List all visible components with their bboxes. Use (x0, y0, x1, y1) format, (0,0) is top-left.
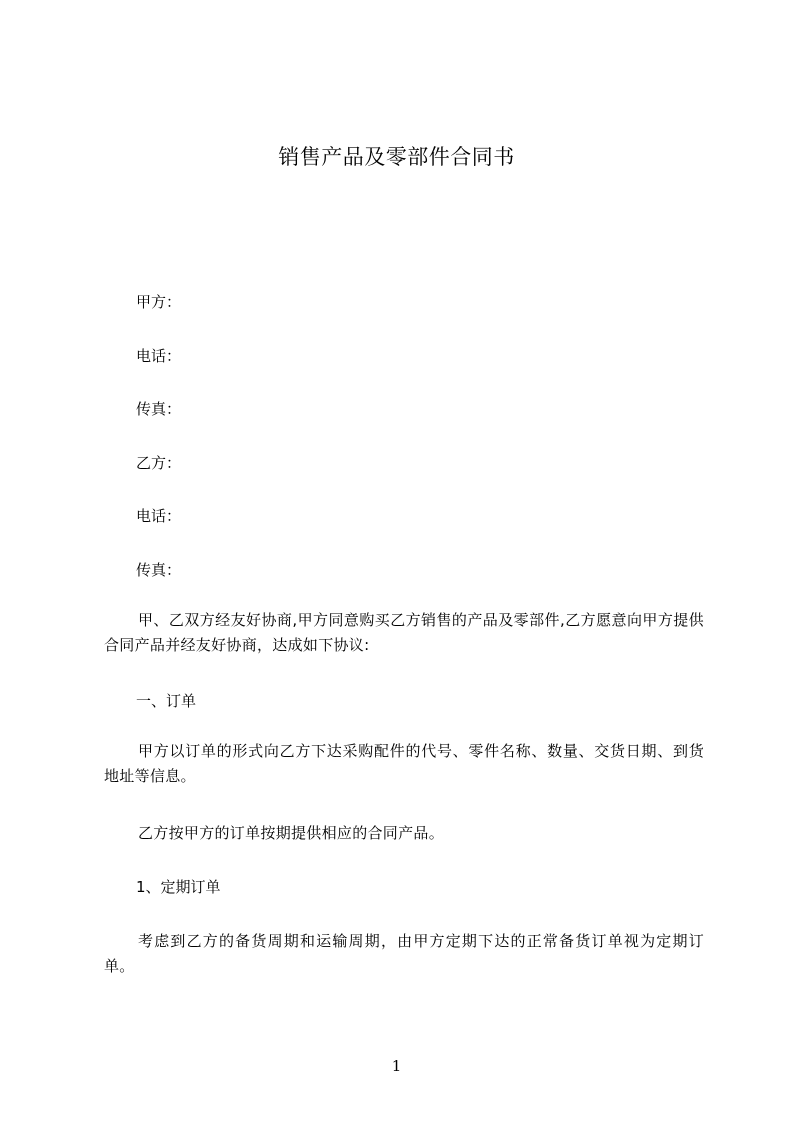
subsection-heading-regular-order: 1、定期订单 (136, 878, 221, 896)
section-heading-order: 一、订单 (136, 692, 197, 710)
intro-paragraph: 甲、乙双方经友好协商,甲方同意购买乙方销售的产品及零部件,乙方愿意向甲方提供合同产品并经友好协商，达成如下协议: (104, 611, 704, 654)
document-title: 销售产品及零部件合同书 (278, 145, 515, 169)
party-a-fax-label: 传真： (136, 400, 182, 418)
supply-paragraph: 乙方按甲方的订单按期提供相应的合同产品。 (138, 824, 445, 842)
regular-order-paragraph: 考虑到乙方的备货周期和运输周期，由甲方定期下达的正常备货订单视为定期订单。 (104, 932, 704, 975)
party-a-label: 甲方： (136, 293, 182, 311)
party-b-label: 乙方： (136, 454, 182, 472)
party-a-phone-label: 电话： (136, 347, 182, 365)
party-b-phone-label: 电话： (136, 507, 182, 525)
page-number: 1 (391, 1057, 402, 1075)
party-b-fax-label: 传真： (136, 561, 182, 579)
order-paragraph: 甲方以订单的形式向乙方下达采购配件的代号、零件名称、数量、交货日期、到货地址等信息。 (104, 742, 704, 785)
